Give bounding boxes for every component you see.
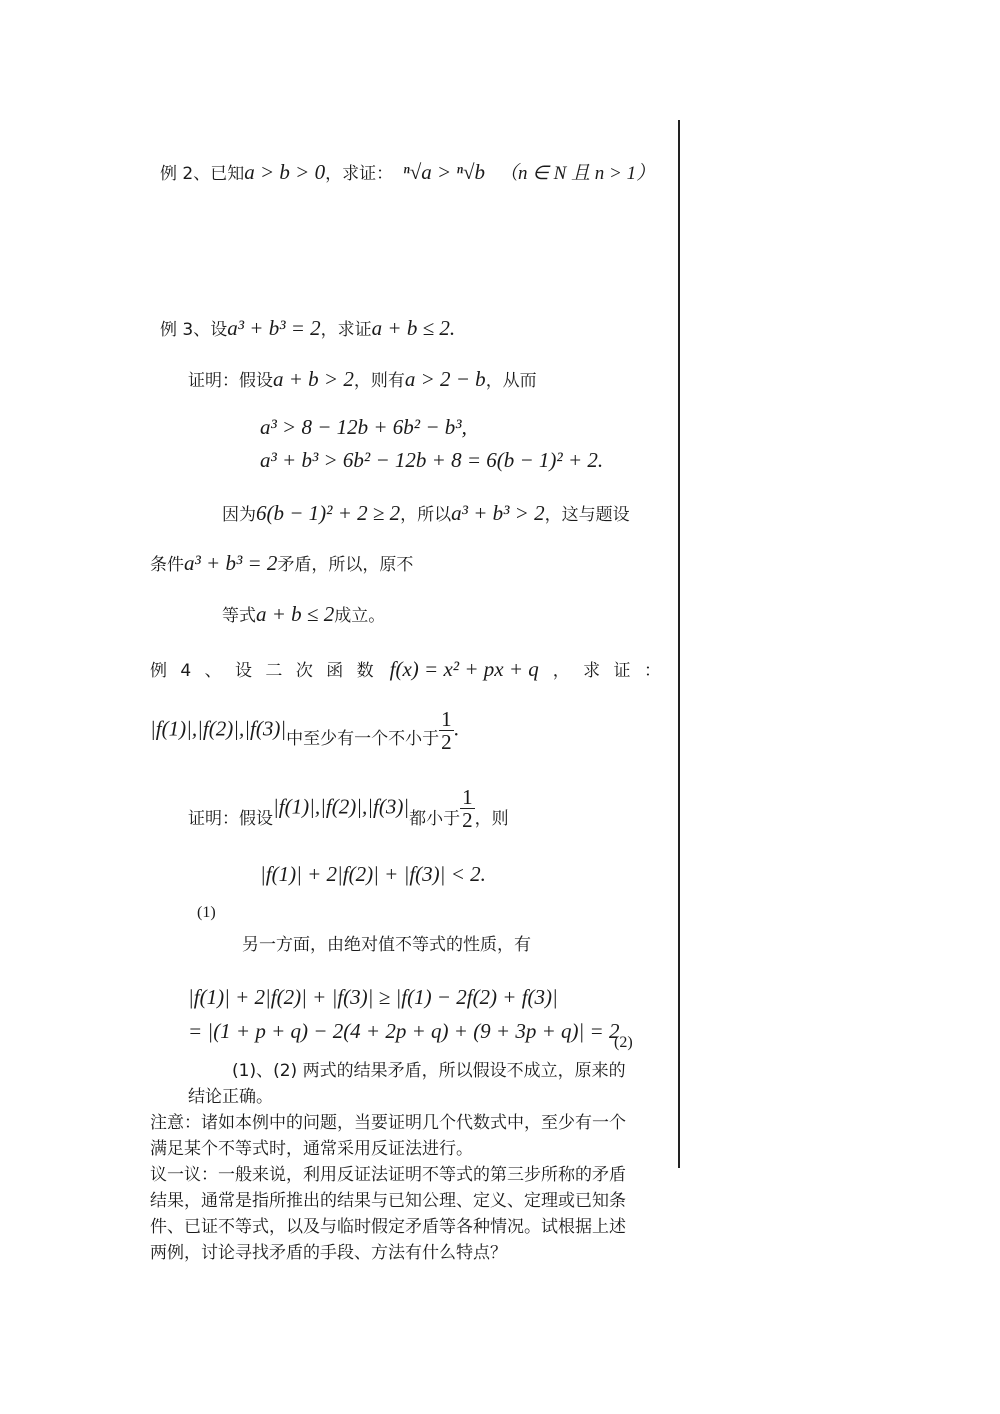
ex4-atleast: 中至少有一个不小于: [286, 728, 440, 749]
note-paragraph: 注意：诸如本例中的问题，当要证明几个代数式中，至少有一个满足某个不等式时，通常采用反证法进行。: [150, 1113, 626, 1159]
fraction-half-2: [460, 786, 475, 831]
ex4-proof-intro: 证明：假设: [188, 808, 273, 829]
ex3-cond: a³ + b³ = 2: [227, 316, 321, 340]
ex4-other-side: 另一方面，由绝对值不等式的性质，有: [242, 935, 531, 955]
ex3-so: ，所以: [400, 505, 452, 525]
ex4-proof-line: [188, 786, 509, 831]
ex3-thus: ，从而: [485, 371, 537, 391]
ex4-all-less: 都小于: [409, 808, 461, 829]
example-3: [160, 315, 455, 341]
fraction-numerator: 1: [462, 785, 473, 809]
ex4-proof-abs-list: |f(1)|,|f(2)|,|f(3)|: [273, 794, 410, 819]
ex3-proof-line: [188, 366, 537, 392]
ex4-label: 例 4 、 设 二 次 函 数: [150, 661, 378, 681]
margin-rule: [678, 120, 680, 1168]
ex2-mid: ，求证：: [325, 164, 394, 184]
discussion-paragraph: 议一议：一般来说，利用反证法证明不等式的第三步所称的矛盾结果，通常是指所推出的结果与已知公理、定义、定理或已知条件、已证不等式，以及与临时假定矛盾等各种情况。试根据上述两例，讨论寻找矛盾的手段、方法有什么特点？: [150, 1165, 626, 1263]
ex3-contra: ，这与题设: [544, 505, 630, 525]
ex3-contra2: 矛盾，所以，原不: [277, 555, 414, 575]
example-4: [150, 656, 665, 682]
ex2-cond: a > b > 0: [244, 160, 326, 184]
ex4-ineq2a: |f(1)| + 2|f(2)| + |f(3)| ≥ |f(1) − 2f(2) + f(3)|: [188, 985, 558, 1009]
ex2-paren: （n ∈ N 且 n > 1）: [499, 163, 656, 184]
ex3-eq2: a³ + b³ > 6b² − 12b + 8 = 6(b − 1)² + 2.: [260, 448, 604, 472]
ex4-period: .: [453, 716, 459, 741]
ex3-cond-line: [150, 550, 413, 576]
ex3-because: 因为: [222, 505, 256, 525]
ex4-ineq2b: = |(1 + p + q) − 2(4 + 2p + q) + (9 + 3p + q)| = 2: [188, 1019, 620, 1043]
fraction-numerator: 1: [441, 707, 452, 731]
ex2-label: 例 2、已知: [160, 164, 245, 184]
ex3-cond-word: 条件: [150, 555, 184, 575]
fraction-denominator: 2: [441, 730, 452, 754]
ex3-cond-expr: a³ + b³ = 2: [184, 551, 278, 575]
ex3-eq1: a³ > 8 − 12b + 6b² − b³,: [260, 415, 467, 439]
ex3-because-line: [222, 500, 630, 526]
ex4-tag1: (1): [197, 904, 216, 921]
ex3-ineq-expr: a + b ≤ 2: [256, 602, 335, 626]
ex3-holds-line: [222, 601, 385, 627]
ex4-then: ，则: [474, 808, 509, 829]
ex4-abs-list: |f(1)|,|f(2)|,|f(3)|: [150, 716, 287, 741]
ex4-conclusion: (1)、(2) 两式的结果矛盾，所以假设不成立，原来的结论正确。: [188, 1061, 626, 1107]
ex4-ineq1: |f(1)| + 2|f(2)| + |f(3)| < 2.: [260, 862, 486, 886]
ex4-claim-line: [150, 708, 459, 753]
ex4-func: f(x) = x² + px + q: [389, 657, 539, 681]
ex4-tag2: (2): [614, 1034, 633, 1051]
ex3-holds: 成立。: [334, 606, 386, 626]
ex3-claim: a + b ≤ 2.: [371, 316, 456, 340]
ex3-label: 例 3、设: [160, 320, 228, 340]
ex3-then-expr: a > 2 − b: [404, 367, 486, 391]
fraction-half: [439, 708, 454, 753]
ex3-then: ，则有: [353, 371, 405, 391]
ex4-prove: ， 求 证 ：: [552, 661, 665, 681]
ex3-mid: ，求证: [320, 320, 372, 340]
ex2-claim: ⁿ√a > ⁿ√b: [403, 160, 486, 184]
ex3-assume: a + b > 2: [273, 367, 354, 391]
example-2: [160, 158, 655, 185]
ex3-ineq-word: 等式: [222, 606, 256, 626]
ex3-because-expr: 6(b − 1)² + 2 ≥ 2: [256, 501, 401, 525]
ex3-proof-intro: 证明：假设: [188, 371, 273, 391]
fraction-denominator: 2: [462, 808, 473, 832]
ex3-so-expr: a³ + b³ > 2: [451, 501, 545, 525]
